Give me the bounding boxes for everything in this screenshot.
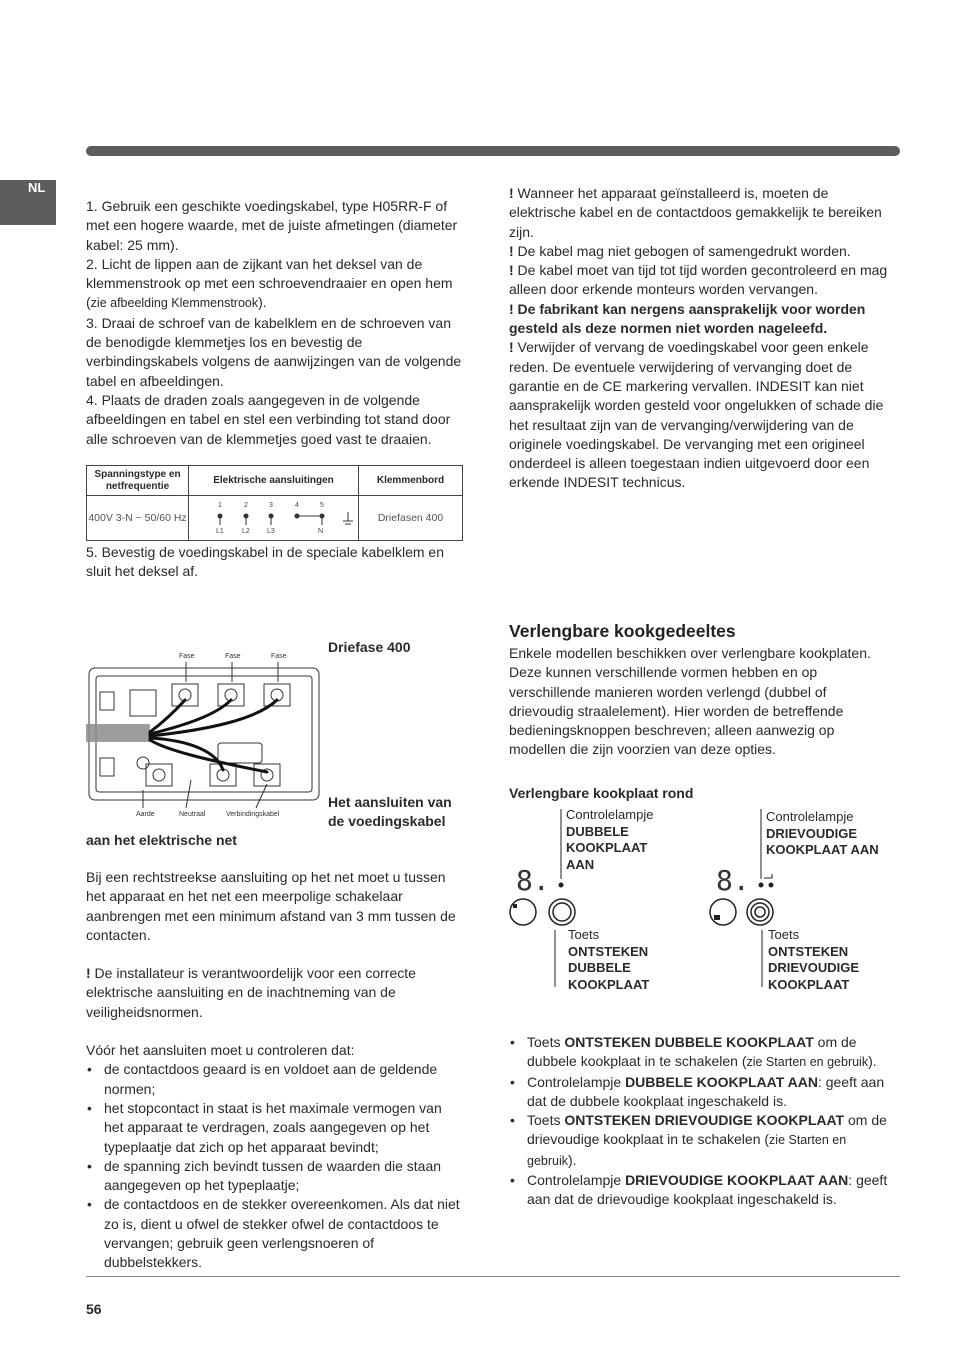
terminal-number-5: 5 <box>319 502 324 509</box>
display-double: 8. <box>516 864 550 897</box>
display-triple: 8. <box>716 864 750 897</box>
control-list <box>509 1033 894 1210</box>
power-indicator-icon <box>714 915 720 920</box>
warning-1: ! Wanneer het apparaat geïnstalleerd is, moeten de elektrische kabel en de contactdoos gemakkelijk te bereiken zijn. <box>509 185 882 240</box>
terminal-diagram <box>190 497 358 539</box>
button-triple-label: Toets ONTSTEKEN DRIEVOUDIGE KOOKPLAAT <box>768 927 860 992</box>
table-cell-connections <box>189 496 359 541</box>
phase-label-3: Fase <box>271 653 287 660</box>
section-intro: Enkele modellen beschikken over verlengbare kookplaten. Deze kunnen verschillende vormen hebben en op verschillende manieren worden verlengd (dubbel of drievoudig straalelement). Hier worden de betreffende bedieningsknoppen beschreven; alleen aanwezig op modellen die zijn voorzien van deze opties. <box>509 645 871 758</box>
page-number: 56 <box>86 1301 102 1317</box>
phase-label-2: Fase <box>225 653 241 660</box>
connection-text <box>86 868 464 1273</box>
lamp-triple-dot-2 <box>769 883 774 888</box>
power-button-triple[interactable] <box>710 899 736 925</box>
terminal-label-l3: L3 <box>266 528 275 535</box>
driefase-title: Driefase 400 <box>328 639 411 655</box>
power-button-double[interactable] <box>510 899 536 925</box>
list-item: • de contactdoos geaard is en voldoet aan de geldende normen; <box>86 1060 464 1099</box>
step-1: 1. Gebruik een geschikte voedingskabel, type H05RR-F of met een hogere waarde, met de juiste afmetingen (diameter kabel: 25 mm). <box>86 198 458 253</box>
footer-rule <box>86 1276 900 1277</box>
connect-heading <box>328 793 478 832</box>
list-item: • Toets ONTSTEKEN DUBBELE KOOKPLAAT om de dubbele kookplaat in te schakelen (zie Starten en gebruik). <box>509 1033 894 1073</box>
terminal-label-l1: L1 <box>215 528 224 535</box>
terminal-label-n: N <box>317 528 323 535</box>
section-title: Verlengbare kookgedeeltes <box>509 621 736 641</box>
installation-steps <box>86 197 464 449</box>
list-item: • de spanning zich bevindt tussen de waarden die staan aangegeven op het typeplaatje; <box>86 1157 464 1196</box>
phase-label-1: Fase <box>179 653 195 660</box>
terminal-block-figure <box>86 640 326 825</box>
warning-2: ! De kabel mag niet gebogen of samengedrukt worden. <box>509 242 851 259</box>
connect-heading-line-1: Het aansluiten van <box>328 794 452 810</box>
list-item: • Controlelampje DRIEVOUDIGE KOOKPLAAT AAN: geeft aan dat de drievoudige kookplaat ingeschakeld is. <box>509 1171 894 1210</box>
terminal-number-3: 3 <box>268 502 273 509</box>
jumper-label: Verbindingskabel <box>226 811 280 818</box>
power-indicator-icon <box>513 904 517 908</box>
button-double-label: Toets ONTSTEKEN DUBBELE KOOKPLAAT <box>568 927 650 992</box>
table-header-voltage: Spanningstype en netfrequentie <box>87 466 189 496</box>
step-5: 5. Bevestig de voedingskabel in de speciale kabelklem en sluit het deksel af. <box>86 544 445 580</box>
control-panel-figure <box>500 805 900 995</box>
terminal-label-l2: L2 <box>241 528 250 535</box>
warning-5: ! Verwijder of vervang de voedingskabel voor geen enkele reden. De eventuele verwijdering of vervanging doet de garantie en de CE markering vervallen. INDESIT kan niet aansprakelijk worden gesteld voor ongelukken of schade die het resultaat zijn van de vervanging/verwijdering van de originele voedingskabel. De vervanging met een origineel onderdeel is alleen toegestaan indien uitgevoerd door een erkende INDESIT technicus. <box>509 339 884 491</box>
connection-table <box>86 465 463 541</box>
header-bar <box>86 146 900 156</box>
list-item: • Controlelampje DUBBELE KOOKPLAAT AAN: geeft aan dat de dubbele kookplaat ingeschakeld is. <box>509 1073 894 1112</box>
lamp-double-label: Controlelampje DUBBELE KOOKPLAAT AAN <box>566 807 654 872</box>
check-list <box>86 1060 464 1272</box>
step-4: 4. Plaats de draden zoals aangegeven in de volgende afbeeldingen en tabel en stel een verbinding tot stand door alle schroeven van de klemmetjes goed vast te draaien. <box>86 391 451 447</box>
neutral-label: Neutraal <box>179 811 206 818</box>
lamp-triple-label: Controlelampje DRIEVOUDIGE KOOKPLAAT AAN <box>766 809 879 857</box>
warnings <box>509 184 889 493</box>
terminal-number-1: 1 <box>217 502 222 509</box>
installer-paragraph: ! De installateur is verantwoordelijk voor een correcte elektrische aansluiting en de inachtneming van de veiligheidsnormen. <box>86 965 416 1020</box>
warning-3: ! De kabel moet van tijd tot tijd worden gecontroleerd en mag alleen door erkende monteurs worden vervangen. <box>509 262 888 298</box>
language-tab <box>0 180 56 225</box>
step-2: 2. Licht de lippen aan de zijkant van het deksel van de klemmenstrook op met een schroevendraaier en open hem (zie afbeelding Klemmenstrook). <box>86 255 453 311</box>
table-header-connections: Elektrische aansluitingen <box>189 466 359 496</box>
figure-reference: zie afbeelding Klemmenstrook <box>90 296 259 311</box>
language-label: NL <box>28 180 46 195</box>
lamp-double-icon <box>559 883 564 888</box>
list-item: • het stopcontact in staat is het maximale vermogen van het apparaat te verdragen, zoals aangegeven op het typeplaatje dat zich op het apparaat bevindt; <box>86 1099 464 1157</box>
terminal-number-4: 4 <box>294 502 299 509</box>
lamp-triple-icon <box>764 874 772 878</box>
connect-heading-line-2: de voedingskabel <box>328 813 446 830</box>
connect-heading-line-3: aan het elektrische net <box>86 832 237 848</box>
check-intro: Vóór het aansluiten moet u controleren dat: <box>86 1042 355 1059</box>
direct-connection-paragraph: Bij een rechtstreekse aansluiting op het net moet u tussen het apparaat en het net een meerpolige schakelaar aanbrengen met een minimum afstand van 3 mm tussen de contacten. <box>86 869 456 943</box>
earth-label: Aarde <box>136 811 155 818</box>
lamp-triple-dot-1 <box>759 883 764 888</box>
list-item: • Toets ONTSTEKEN DRIEVOUDIGE KOOKPLAAT om de drievoudige kookplaat in te schakelen (zie Starten en gebruik). <box>509 1111 894 1171</box>
step-5-block <box>86 543 464 582</box>
table-cell-voltage: 400V 3-N ~ 50/60 Hz <box>87 496 189 541</box>
table-header-board: Klemmenbord <box>359 466 463 496</box>
step-3: 3. Draai de schroef van de kabelklem en de schroeven van de benodigde klemmetjes los en bevestig de verbindingskabels volgens de aanwijzingen van de volgende tabel en afbeeldingen. <box>86 314 462 389</box>
list-item: • de contactdoos en de stekker overeenkomen. Als dat niet zo is, dient u ofwel de stekker ofwel de contactdoos te vervangen; gebruik geen verlengsnoeren of dubbelstekkers. <box>86 1195 464 1272</box>
subsection-title: Verlengbare kookplaat rond <box>509 785 694 801</box>
control-descriptions <box>509 1033 894 1210</box>
warning-4: ! De fabrikant kan nergens aansprakelijk voor worden gesteld als deze normen niet worden nageleefd. <box>509 300 866 337</box>
table-cell-board: Driefasen 400 <box>359 496 463 541</box>
terminal-number-2: 2 <box>243 502 248 509</box>
